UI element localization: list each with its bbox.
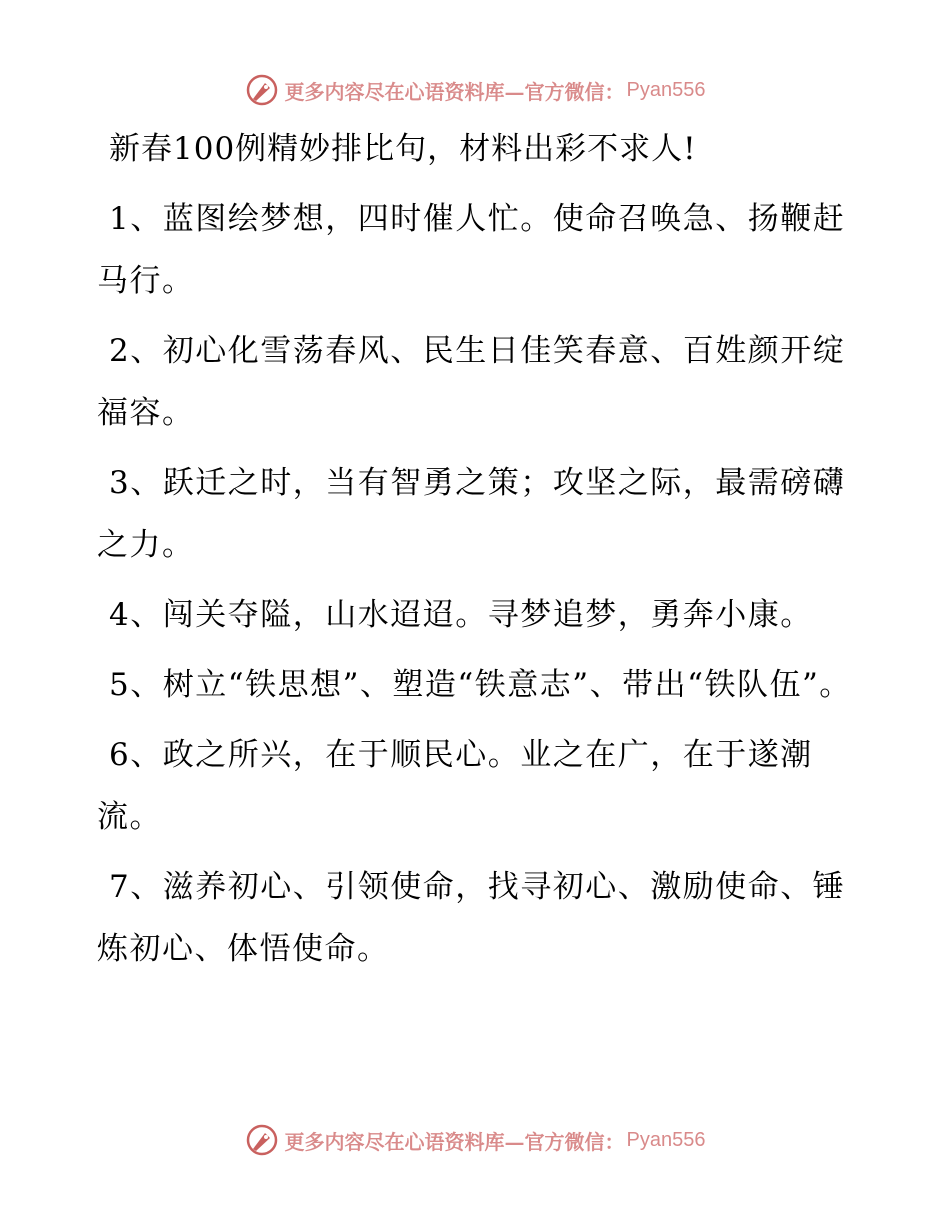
list-item: 1、蓝图绘梦想，四时催人忙。使命召唤急、扬鞭赶马行。	[97, 201, 846, 299]
document-title: 新春100例精妙排比句，材料出彩不求人!	[109, 131, 697, 167]
document-body	[97, 122, 857, 988]
pen-nib-logo-icon	[245, 73, 279, 107]
watermark-wechat-id: Pyan556	[626, 1128, 706, 1151]
footer-watermark	[0, 1120, 950, 1160]
list-item: 7、滋养初心、引领使命，找寻初心、激励使命、锤炼初心、体悟使命。	[97, 869, 846, 967]
watermark-text: 更多内容尽在心语资料库—官方微信：	[284, 79, 625, 104]
watermark-wechat-id: Pyan556	[626, 78, 706, 101]
list-item: 6、政之所兴，在于顺民心。业之在广，在于遂潮流。	[97, 737, 813, 835]
watermark-text: 更多内容尽在心语资料库—官方微信：	[284, 1129, 625, 1154]
list-item: 2、初心化雪荡春风、民生日佳笑春意、百姓颜开绽福容。	[97, 333, 846, 431]
list-item: 4、闯关夺隘，山水迢迢。寻梦追梦，勇奔小康。	[109, 597, 813, 633]
list-item: 3、跃迁之时，当有智勇之策；攻坚之际，最需磅礴之力。	[97, 465, 846, 563]
list-item: 5、树立“铁思想”、塑造“铁意志”、带出“铁队伍”。	[109, 667, 852, 703]
pen-nib-logo-icon	[245, 1123, 279, 1157]
header-watermark	[0, 70, 950, 110]
